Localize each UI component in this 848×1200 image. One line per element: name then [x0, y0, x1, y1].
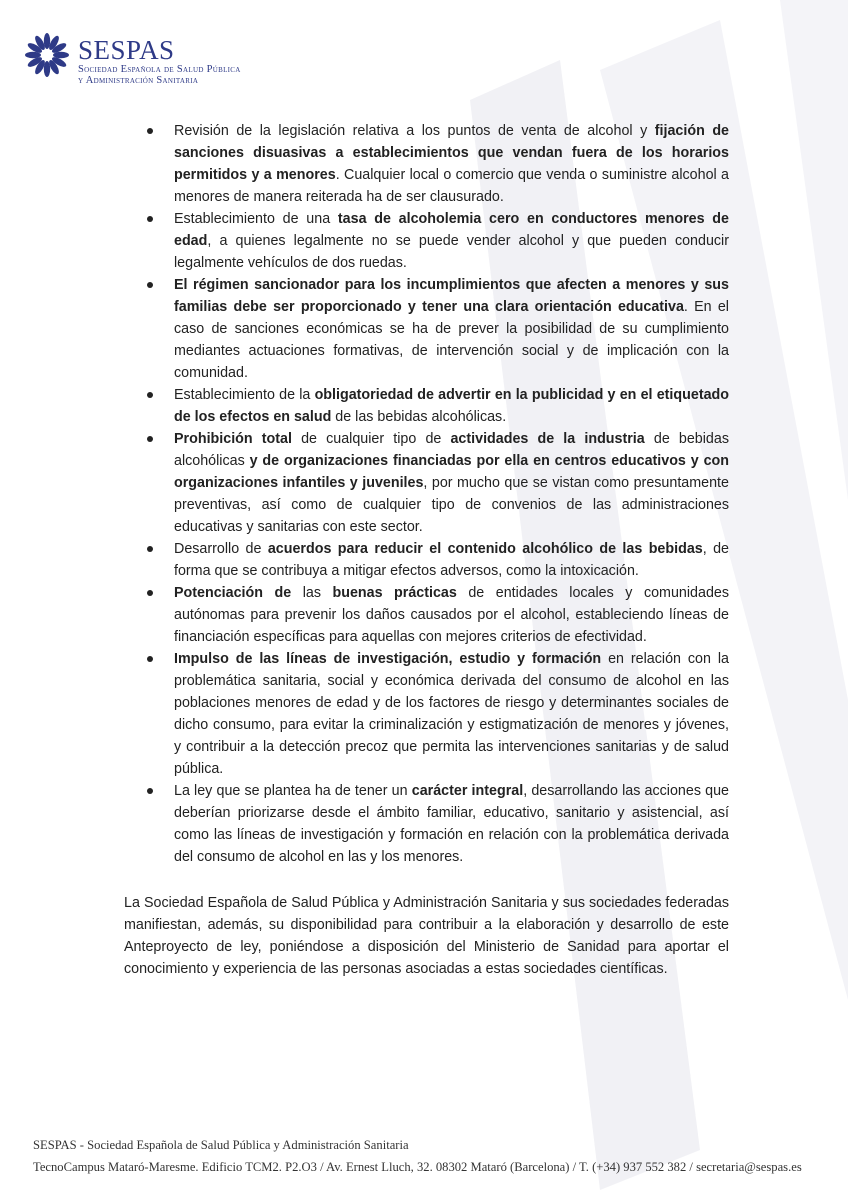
sespas-logo-icon — [22, 30, 72, 80]
body-text: Revisión de la legislación relativa a los puntos de venta de alcohol y — [174, 123, 655, 139]
body-text: Establecimiento de una — [174, 211, 338, 227]
logo-subtitle-line2: y Administración Sanitaria — [78, 75, 199, 86]
logo-name: SESPAS — [78, 35, 175, 65]
body-text: , a quienes legalmente no se puede vender alcohol y que pueden conducir legalmente vehículos de dos ruedas. — [174, 233, 729, 271]
bullet-icon — [147, 392, 153, 398]
body-text: de bebidas alcohólicas — [174, 431, 729, 469]
emphasized-text: buenas prácticas — [332, 585, 457, 601]
emphasized-text: acuerdos para reducir el contenido alcohólico de las bebidas — [267, 541, 703, 557]
document-body — [124, 120, 729, 868]
emphasized-text: tasa de alcoholemia cero en conductores menores de edad — [174, 211, 729, 249]
body-text: , de forma que se contribuya a mitigar efectos adversos, como la intoxicación. — [174, 541, 730, 579]
list-item — [124, 384, 729, 428]
emphasized-text: carácter integral — [411, 783, 524, 799]
list-item — [124, 120, 729, 208]
body-text: de las bebidas alcohólicas. — [331, 409, 507, 425]
list-item — [124, 274, 729, 384]
emphasized-text: actividades de la industria — [450, 431, 645, 447]
list-item — [124, 428, 729, 538]
body-text: . Cualquier local o comercio que venda o suministre alcohol a menores de manera reiterada ha de ser clausurado. — [174, 167, 730, 205]
bullet-icon — [147, 216, 153, 222]
emphasized-text: Prohibición total — [174, 431, 292, 447]
footer-address: TecnoCampus Mataró-Maresme. Edificio TCM2. P2.O3 / Av. Ernest Lluch, 32. 08302 Mataró (Barcelona) / T. (+34) 937 552 382 / secretaria@sespas.es — [33, 1160, 802, 1174]
recommendations-list — [124, 120, 729, 868]
page-footer — [33, 1134, 823, 1178]
letterhead — [22, 30, 241, 86]
emphasized-text: y de organizaciones financiadas por ella en centros educativos y con organizaciones infantiles y juveniles — [174, 453, 730, 491]
body-text: , por mucho que se vistan como presuntamente preventivas, así como de cualquier tipo de convenios de las administraciones educativas y sanitarias con este sector. — [174, 475, 729, 535]
list-item — [124, 208, 729, 274]
emphasized-text: El régimen sancionador para los incumplimientos que afecten a menores y sus familias debe ser proporcionado y tener una clara orientación educativa — [174, 277, 729, 315]
body-text: en relación con la problemática sanitaria, social y económica derivada del consumo de alcohol en las poblaciones menores de edad y de los factores de riesgo y determinantes sociales de dicho consumo, para evitar la criminalización y estigmatización de menores y jóvenes, y contribuir a la detección precoz que permita las intervenciones sanitarias y de salud pública. — [174, 651, 729, 777]
bullet-icon — [147, 656, 153, 662]
bullet-icon — [147, 128, 153, 134]
body-text: . En el caso de sanciones económicas se ha de prever la posibilidad de su cumplimiento mediantes actuaciones formativas, de intervención social y de implicación con la comunidad. — [174, 299, 729, 381]
bullet-icon — [147, 282, 153, 288]
emphasized-text: obligatoriedad de advertir en la publicidad y en el etiquetado de los efectos en salud — [174, 387, 729, 425]
emphasized-text: Potenciación de — [174, 585, 292, 601]
list-item — [124, 582, 729, 648]
bullet-icon — [147, 590, 153, 596]
bullet-icon — [147, 546, 153, 552]
body-text: , desarrollando las acciones que deberían priorizarse desde el ámbito familiar, educativo, sanitario y asistencial, así como las líneas de investigación y formación en relación con la problemática derivada del consumo de alcohol en las y los menores. — [174, 783, 729, 865]
list-item — [124, 538, 729, 582]
body-text: las — [291, 585, 333, 601]
bullet-icon — [147, 788, 153, 794]
emphasized-text: fijación de sanciones disuasivas a establecimientos que vendan fuera de los horarios permitidos y a menores — [174, 123, 730, 183]
list-item — [124, 780, 729, 868]
body-text: de cualquier tipo de — [291, 431, 451, 447]
body-text: Desarrollo de — [174, 541, 268, 557]
body-text: Establecimiento de la — [174, 387, 315, 403]
bullet-icon — [147, 436, 153, 442]
emphasized-text: Impulso de las líneas de investigación, estudio y formación — [174, 651, 602, 667]
body-text: La ley que se plantea ha de tener un — [174, 783, 412, 799]
list-item — [124, 648, 729, 780]
closing-paragraph: La Sociedad Española de Salud Pública y Administración Sanitaria y sus sociedades federadas manifiestan, además, su disponibilidad para contribuir a la elaboración y desarrollo de este Anteproyecto de ley, poniéndose a disposición del Ministerio de Sanidad para aportar el conocimiento y experiencia de las personas asociadas a estas sociedades científicas. — [124, 895, 729, 977]
logo-subtitle-line1: Sociedad Española de Salud Pública — [78, 64, 241, 75]
body-text: de entidades locales y comunidades autónomas para prevenir los daños causados por el alcohol, estableciendo líneas de financiación específicas para aquellas con mejores criterios de efectividad. — [174, 585, 729, 645]
footer-organization: SESPAS - Sociedad Española de Salud Pública y Administración Sanitaria — [33, 1138, 409, 1152]
